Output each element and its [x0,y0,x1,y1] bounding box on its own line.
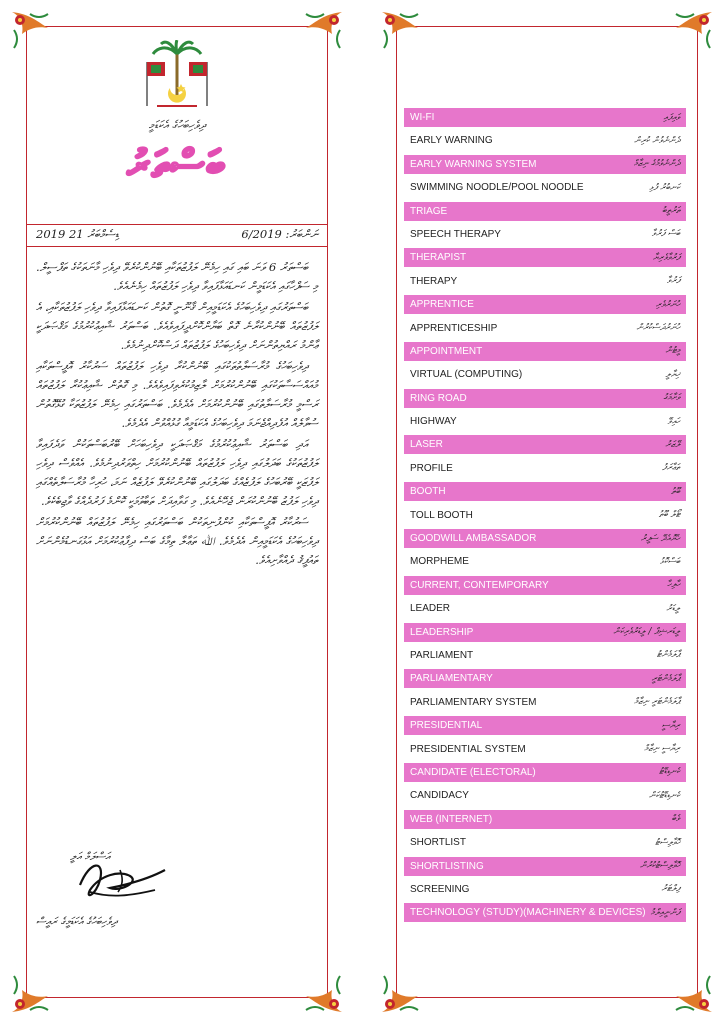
glossary-term-english: APPRENTICESHIP [410,322,498,334]
signatory-title: ދިވެހިބަހުގެ އެކަޑަމީގެ ރައީސް [36,915,117,928]
glossary-term-english: MORPHEME [410,556,469,568]
glossary-term-dhivehi: ހުނަރުދަސްކުރުން [636,323,680,334]
announcement-number: ނަންބަރު: 6/2019 [241,227,318,241]
glossary-term-dhivehi: ފަރުވާވެރިޔާ [652,252,680,263]
national-emblem-icon [137,40,217,112]
glossary-term-english: PARLIAMENTARY SYSTEM [410,696,537,708]
glossary-row [404,225,686,244]
glossary-row [404,295,686,314]
glossary-term-english: VIRTUAL (COMPUTING) [410,369,523,381]
signature-icon [60,840,180,910]
glossary-row [404,412,686,431]
glossary-term-dhivehi: ދެންނެވުމުގެ ނިޒާމް [633,159,680,170]
body-paragraph: ދިވެހިބަހުގެ މުރާސަލާތުތަކުގައި ބޭނުންކުރާ ދިވެހި ލަފުޒުތައް ސަރުކާރު އޮފީސްތަކާއި މުއައްސަސާތަކުގައި ބޭނުންކުރުމަށް ލާޒިމުކުރެވިފައިވެއެވެ. މި ގޮތުން ޝާއިޢުކުރާ ލަފުޒުތައް ރަސްމީ މުރާސަލާތުގައި ބޭނުންކުރުމަށް އެދެމެވެ. ބަސްތަރުގައި ހިމެނޭ ލަފުޒުތަކާ ގުޅޭގޮތުން ސުވާލެއް އުފެދިއްޖެނަމަ ދިވެހިބަހުގެ އެކަޑަމީއާ ގުޅުއްވުން އެދެމެވެ. [36,359,318,430]
glossary-term-english: CANDIDACY [410,790,469,802]
glossary-row [404,482,686,501]
announcement-body [36,258,318,572]
glossary-panel [380,10,714,1014]
glossary-term-dhivehi: ހައިވޭ [667,416,680,427]
glossary-term-dhivehi: ވައިފައި [663,112,680,123]
glossary-row [404,763,686,782]
glossary-term-english: HIGHWAY [410,416,457,428]
glossary-row [404,880,686,899]
glossary-term-english: RING ROAD [410,392,467,404]
glossary-term-dhivehi: ތަރުތީބު [662,206,680,217]
glossary-row [404,389,686,408]
glossary-term-english: EARLY WARNING SYSTEM [410,158,537,170]
glossary-row [404,599,686,618]
glossary-row [404,693,686,712]
glossary-term-dhivehi: ހާލިހާ [667,580,680,591]
glossary-term-dhivehi: ރިޔާސީ ނިޒާމް [644,744,680,755]
glossary-term-english: PRESIDENTIAL SYSTEM [410,743,526,755]
glossary-term-dhivehi: ފިލްޓަރު [661,884,680,895]
glossary-row [404,623,686,642]
glossary-term-dhivehi: ވެބް [671,814,680,825]
glossary-row [404,529,686,548]
body-paragraph: އަދި ބަސްތަރު ޝާއިޢުކުރުމުގެ މަޤްޞަދަކީ ދިވެހިބަހަށް ބޭރުބަސްތަކުން ވަދެފައިވާ ލަފުޒުތަކުގެ ބަދަލުގައި ދިވެހި ލަފުޒުތައް ބޭނުންކުރުމަށް ހިތްވަރުދިނުމެވެ. އެއްވެސް ދިވެހި ލަފުޒަކީ ބޭރުބަހުގެ ލަފުޒެއްގެ ބަދަލުގައި ބޭނުންކުރެވޭ ލަފުޒެއް ނަމަ، ހުރިހާ މުރާސަލާތެއްގައި ދިވެހި ލަފުޒު ބޭނުންކުރަން ޖެހޭނެއެވެ. މި ގަވާއިދަށް ތަބާވުމަކީ ކޮންމެ ފަރުދެއްގެ ވާޖިބެކެވެ. [36,437,318,508]
glossary-term-english: SCREENING [410,883,470,895]
glossary-term-dhivehi: ދެންނެވުން ކުރިން [634,135,680,146]
organization-name: ދިވެހިބަހުގެ އެކަޑަމީ [148,118,206,132]
corner-ornament-icon [304,10,344,50]
glossary-term-english: EARLY WARNING [410,135,493,147]
glossary-term-english: CANDIDATE (ELECTORAL) [410,766,536,778]
glossary-term-english: LEADER [410,603,451,615]
glossary-row [404,108,686,127]
glossary-term-dhivehi: ލީޑަރޝިޕް / ލީޑަރުވެރިކަން [613,627,680,638]
glossary-term-dhivehi: ބަސް ފަރުވާ [651,229,680,240]
glossary-term-dhivehi: ތަޢާރަފު [662,463,680,474]
glossary-row [404,342,686,361]
glossary-row [404,857,686,876]
glossary-term-english: THERAPIST [410,252,467,264]
glossary-term-english: APPOINTMENT [410,345,483,357]
body-paragraph: ބަސްތަރު 6 ވަނަ ބައި ގައި ހިމެނޭ ލަފުޒުތަކާއި ބޭނުންކުރެވޭ ދިވެހި މާނަތަކުގެ ތަފްސީލް. މި ސަފްހާގައި އެކަޑަމީން ކަނޑައަޅާފައިވާ ދިވެހި ލަފުޒުތައް ހިމެނެއެވެ. [36,260,318,293]
glossary-term-english: TOLL BOOTH [410,509,473,521]
glossary-term-dhivehi: ލޭޒަރު [665,439,680,450]
glossary-term-dhivehi: މީޓުން [665,346,680,357]
glossary-row [404,272,686,291]
glossary-term-english: PARLIAMENT [410,649,474,661]
glossary-row [404,576,686,595]
glossary-term-dhivehi: ބޫތު [671,486,680,497]
body-paragraph: ބަސްތަރުގައި ދިވެހިބަހުގެ އެކަޑަމީއިން ޤާނޫނީ ގޮތުން ކަނޑައަޅާފައިވާ ދިވެހި ލަފުޒުތަކާއި، އެ ލަފުޒުތައް ބޭނުންކުރާނެ ގޮތް ބަޔާންކޮށްދީފައިވެއެވެ. ބަސްތަރު ޝާއިޢުކުރުމުގެ މަޤްޞަދަކީ ޢާންމު ރައްޔިތުންނަށް ދިވެހިބަހުގެ ލަފުޒުތައް ދަސްކޮށްދިނުމެވެ. [36,300,318,352]
corner-ornament-icon [10,974,50,1014]
glossary-row [404,506,686,525]
glossary-term-english: LEADERSHIP [410,626,474,638]
body-paragraph: ސަރުކާރު އޮފީސްތަކާއި ކުންފުނިތަކުން ބަސްތަރުގައި ހިމެނޭ ލަފުޒުތައް ބޭނުންކުރުމަށް ދިވެހިބަހުގެ އެކަޑަމީއިން އެދެމެވެ. ﷲ ތަޢާލާ ތިމާގެ ބަސް ދިފާޢުކުރުމަށް އަޅުގަނޑުމެންނަށް ތައުފީޤު ދެއްވާށިއެވެ. [36,515,318,567]
glossary-term-english: LASER [410,439,443,451]
glossary-row [404,459,686,478]
glossary-term-english: WEB (INTERNET) [410,813,493,825]
glossary-term-dhivehi: ޓޯލް ބޫތު [658,510,680,521]
glossary-term-dhivehi: ކެނޑިޑޭޓު [659,767,680,778]
glossary-term-english: PROFILE [410,462,453,474]
glossary-term-dhivehi: ޕާލަމެންޓު [656,650,680,661]
glossary-term-english: TRIAGE [410,205,448,217]
glossary-row [404,716,686,735]
glossary-term-english: BOOTH [410,486,446,498]
announcement-panel [10,10,344,1014]
glossary-row [404,178,686,197]
glossary-term-dhivehi: ލީޑަރު [666,603,680,614]
glossary-term-dhivehi: ވަށާމަގު [663,393,680,404]
signatory-name: އަސްލަމް އަލީ [70,850,110,863]
page-title: ބަސްތަރު [127,142,227,186]
glossary-row [404,740,686,759]
corner-ornament-icon [10,10,50,50]
glossary-term-dhivehi: ކަނބުރު ފުޅި [649,182,680,193]
corner-ornament-icon [380,974,420,1014]
glossary-term-english: PARLIAMENTARY [410,673,493,685]
glossary-term-dhivehi: ހޮވާލިސްޓު [655,837,680,848]
glossary-term-english: WI-FI [410,112,435,123]
glossary-row [404,833,686,852]
glossary-row [404,131,686,150]
glossary-row [404,646,686,665]
corner-ornament-icon [674,974,714,1014]
announcement-date: 2019 ޑިސެމްބަރު 21 [36,227,119,241]
glossary-row [404,810,686,829]
glossary-row [404,202,686,221]
glossary-term-dhivehi: ޚިޔާލީ [665,369,680,380]
glossary-term-english: TECHNOLOGY (STUDY)(MACHINERY & DEVICES) [410,907,646,919]
glossary-term-english: PRESIDENTIAL [410,720,483,732]
glossary-term-english: SPEECH THERAPY [410,228,501,240]
glossary-term-english: CURRENT, CONTEMPORARY [410,579,549,591]
glossary-term-dhivehi: ހުނަރުވެރި [655,299,680,310]
glossary-term-english: SHORTLIST [410,837,466,849]
glossary-row [404,365,686,384]
glossary-row [404,155,686,174]
glossary-term-dhivehi: ހެޔޮއެދޭ ސަފީރު [640,533,680,544]
divider [26,224,328,225]
glossary-term-english: SHORTLISTING [410,860,484,872]
glossary-list [404,108,686,927]
glossary-row [404,669,686,688]
corner-ornament-icon [304,974,344,1014]
glossary-term-dhivehi: ރިޔާސީ [661,720,680,731]
glossary-term-dhivehi: ހޮވާލިސްޓުކުރުން [640,861,680,871]
glossary-term-english: THERAPY [410,275,458,287]
glossary-term-dhivehi: ޕާލަމެންޓަރީ ނިޒާމް [634,697,680,708]
glossary-row [404,319,686,338]
glossary-row [404,248,686,267]
glossary-term-english: SWIMMING NOODLE/POOL NOODLE [410,182,584,194]
glossary-term-dhivehi: ކެނޑިޑޭޓުކަން [649,790,680,801]
glossary-row [404,435,686,454]
glossary-term-dhivehi: ޕާލަމެންޓަރީ [651,673,680,684]
glossary-term-dhivehi: ފަންނީއިލްމު [650,907,680,918]
divider [26,246,328,247]
corner-ornament-icon [380,10,420,50]
glossary-term-dhivehi: ފަރުވާ [666,276,680,287]
glossary-row [404,786,686,805]
glossary-term-english: GOODWILL AMBASSADOR [410,533,537,545]
corner-ornament-icon [674,10,714,50]
glossary-term-dhivehi: ބަސްކޮޅު [659,556,680,567]
glossary-term-english: APPRENTICE [410,299,474,311]
glossary-row [404,552,686,571]
glossary-row [404,903,686,922]
